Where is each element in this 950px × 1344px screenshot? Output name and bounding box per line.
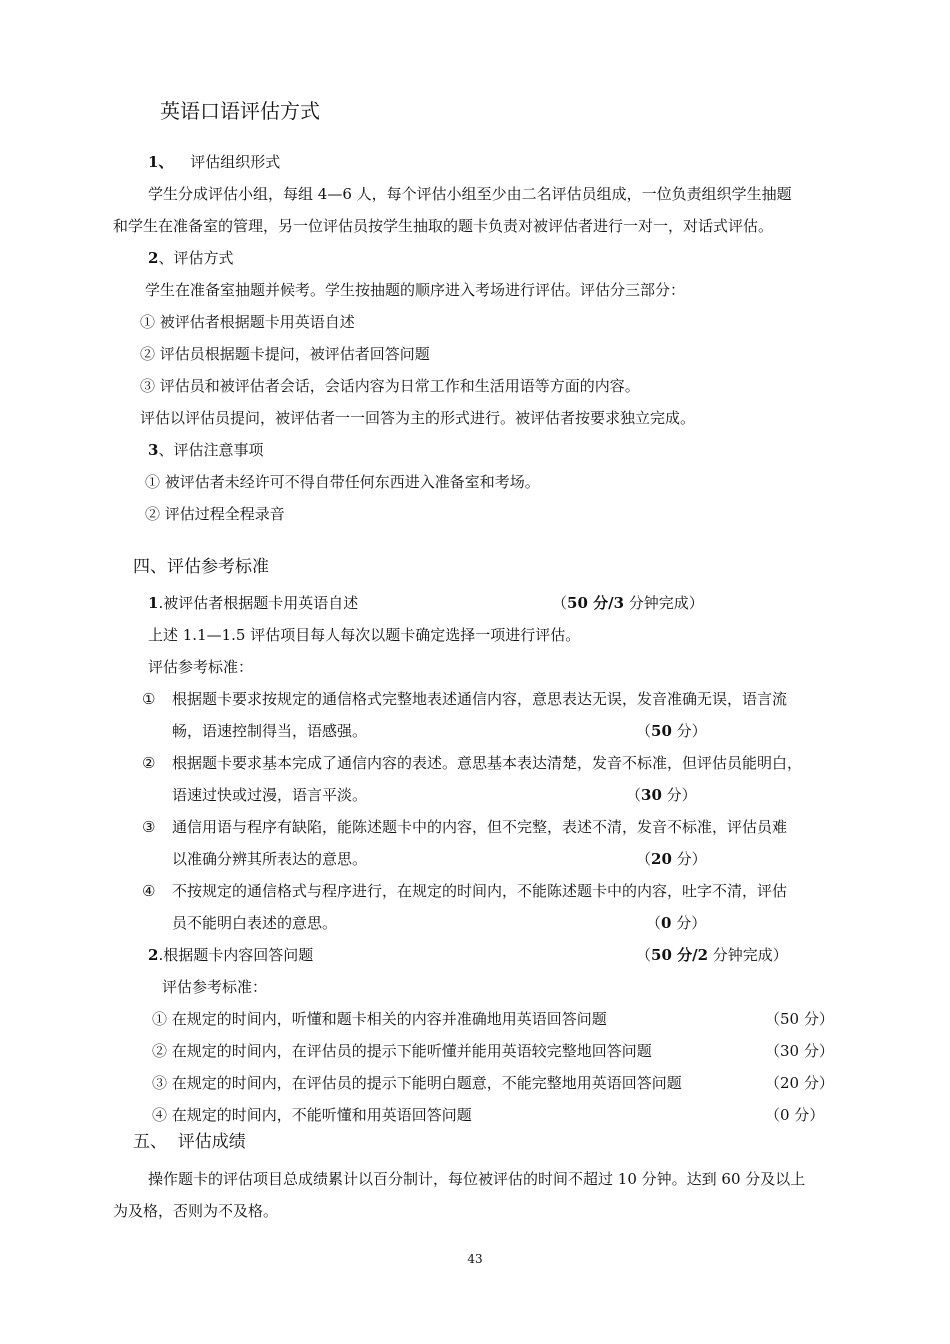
part-1-heading [148, 593, 358, 613]
criterion-score-unit: 分） [671, 722, 707, 740]
section-1-paragraph-line: 和学生在准备室的管理，另一位评估员按学生抽取的题卡负责对被评估者进行一对一，对话式评估。 [113, 217, 774, 235]
section-2-list-item: ① 被评估者根据题卡用英语自述 [140, 313, 355, 331]
criterion-line: 不按规定的通信格式与程序进行，在规定的时间内，不能陈述题卡中的内容，吐字不清，评估 [172, 882, 788, 900]
criterion-line: 根据题卡要求基本完成了通信内容的表述。意思基本表达清楚，发音不标准，但评估员能明白， [172, 754, 803, 772]
section-3-list-item: ① 被评估者未经许可不得自带任何东西进入准备室和考场。 [145, 473, 540, 491]
criterion-score-value: 0 [661, 914, 672, 932]
criterion-line: 通信用语与程序有缺陷，能陈述题卡中的内容，但不完整，表述不清，发音不标准，评估员难 [172, 818, 788, 836]
section-2-outro: 评估以评估员提问，被评估者一一回答为主的形式进行。被评估者按要求独立完成。 [140, 409, 696, 427]
document-title: 英语口语评估方式 [160, 99, 320, 123]
page-number: 43 [467, 1252, 483, 1266]
criterion-score-unit: 分） [671, 850, 707, 868]
part-2-criterion-score: （0 分） [765, 1106, 825, 1124]
criterion-score-value: 20 [651, 850, 672, 868]
criterion-line: 以准确分辨其所表达的意思。 [172, 850, 368, 868]
part-2-time-points: 50 分/2 [651, 946, 709, 964]
criterion-mark: ③ [142, 818, 156, 836]
part-2-number: 2 [148, 946, 159, 964]
criterion-score-value: 50 [651, 722, 672, 740]
part-2-criterion: ④ 在规定的时间内，不能听懂和用英语回答问题 [152, 1106, 472, 1124]
section-4-title: 四、评估参考标准 [133, 557, 269, 577]
section-1-heading [148, 152, 280, 172]
part-1-title: .被评估者根据题卡用英语自述 [158, 594, 359, 612]
part-2-criterion-score: （20 分） [765, 1074, 834, 1092]
criterion-line: 畅，语速控制得当，语感强。 [172, 722, 368, 740]
criterion-line: 语速过快或过漫，语言平淡。 [172, 786, 368, 804]
section-1-number: 1、 [148, 153, 174, 171]
section-2-heading [148, 248, 233, 268]
section-5-title: 五、 评估成绩 [133, 1132, 246, 1152]
section-2-number: 2 [148, 249, 159, 267]
criterion-score-unit: 分） [671, 914, 707, 932]
part-1-standard-label: 评估参考标准： [148, 658, 254, 676]
section-5-paragraph-line: 操作题卡的评估项目总成绩累计以百分制计，每位被评估的时间不超过 10 分钟。达到 60 分及以上 [148, 1170, 806, 1188]
criterion-mark: ④ [142, 882, 156, 900]
criterion-score: （30 分） [626, 786, 697, 804]
part-2-heading [148, 945, 313, 965]
criterion-score: （20 分） [636, 850, 707, 868]
criterion-line: 根据题卡要求按规定的通信格式完整地表述通信内容，意思表达无误，发音准确无误，语言流 [172, 690, 788, 708]
criterion-line: 员不能明白表述的意思。 [172, 914, 338, 932]
part-2-criterion: ③ 在规定的时间内，在评估员的提示下能明白题意，不能完整地用英语回答问题 [152, 1074, 682, 1092]
part-1-time-open: （ [552, 594, 568, 612]
criterion-score-value: 30 [641, 786, 662, 804]
part-2-standard-label: 评估参考标准： [162, 978, 268, 996]
section-2-intro: 学生在准备室抽题并候考。学生按抽题的顺序进入考场进行评估。评估分三部分： [145, 281, 686, 299]
section-1-paragraph-line: 学生分成评估小组，每组 4—6 人，每个评估小组至少由二名评估员组成，一位负责组织学生抽题 [148, 185, 792, 203]
part-1-number: 1 [148, 594, 159, 612]
section-2-title: 、评估方式 [158, 249, 234, 267]
criterion-mark: ② [142, 754, 156, 772]
criterion-score: （0 分） [646, 914, 707, 932]
part-2-criterion-score: （50 分） [765, 1010, 834, 1028]
section-3-list-item: ② 评估过程全程录音 [145, 505, 285, 523]
part-2-criterion: ② 在规定的时间内，在评估员的提示下能听懂并能用英语较完整地回答问题 [152, 1042, 652, 1060]
part-2-title: .根据题卡内容回答问题 [158, 946, 314, 964]
section-3-number: 3 [148, 441, 159, 459]
section-2-list-item: ② 评估员根据题卡提问，被评估者回答问题 [140, 345, 430, 363]
part-2-time [636, 945, 788, 965]
part-1-time-points: 50 分/3 [567, 594, 625, 612]
part-1-time [552, 593, 704, 613]
section-1-title: 评估组织形式 [190, 153, 281, 171]
part-1-note: 上述 1.1—1.5 评估项目每人每次以题卡确定选择一项进行评估。 [148, 626, 581, 644]
criterion-score-unit: 分） [661, 786, 697, 804]
criterion-mark: ① [142, 690, 156, 708]
part-2-time-open: （ [636, 946, 652, 964]
part-2-time-rest: 分钟完成） [708, 946, 788, 964]
criterion-score: （50 分） [636, 722, 707, 740]
part-2-criterion-score: （30 分） [765, 1042, 834, 1060]
section-3-title: 、评估注意事项 [158, 441, 264, 459]
section-5-paragraph-line: 为及格，否则为不及格。 [113, 1202, 279, 1220]
section-3-heading [148, 440, 263, 460]
section-2-list-item: ③ 评估员和被评估者会话，会话内容为日常工作和生活用语等方面的内容。 [140, 377, 640, 395]
part-2-criterion: ① 在规定的时间内，听懂和题卡相关的内容并准确地用英语回答问题 [152, 1010, 607, 1028]
part-1-time-rest: 分钟完成） [624, 594, 704, 612]
